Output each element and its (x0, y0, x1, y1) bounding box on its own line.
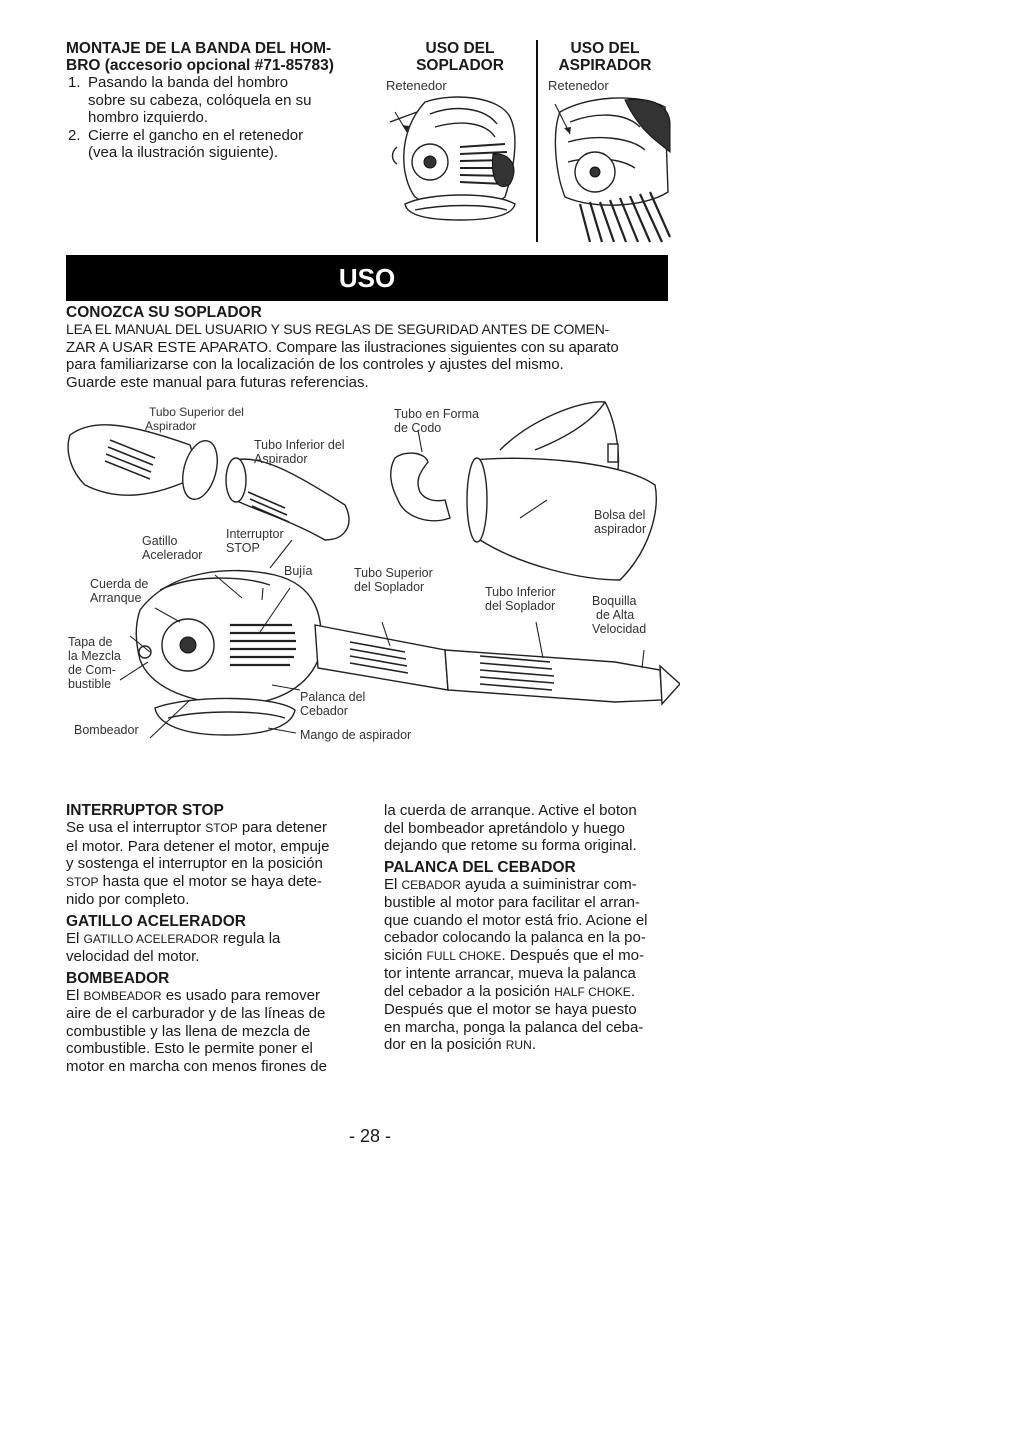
harness-title-line2: BRO (accesorio opcional #71-85783) (66, 57, 334, 74)
primer-cont-2: del bombeador apretándolo y huego (384, 819, 626, 837)
know-line-1: LEA EL MANUAL DEL USUARIO Y SUS REGLAS DE SEGURIDAD ANTES DE COMEN- (66, 321, 610, 337)
label-elbow-tube: Tubo en Forma de Codo (394, 407, 479, 435)
primer-text-4: combustible. Esto le permite poner el (66, 1040, 313, 1057)
stop-text-1: Se usa el interruptor STOP para detener (66, 819, 327, 836)
blower-retainer-illustration (385, 92, 535, 242)
blower-use-heading (385, 40, 535, 74)
uso-banner: USO (66, 255, 668, 301)
choke-text-1: El CEBADOR ayuda a suiministrar com- (384, 875, 637, 893)
choke-text-7: del cebador a la posición HALF CHOKE. (384, 982, 635, 1000)
label-vacuum-handle: Mango de aspirador (300, 728, 412, 742)
know-line-4: Guarde este manual para futuras referencias. (66, 373, 369, 391)
primer-title: BOMBEADOR (66, 969, 170, 987)
primer-text-3: combustible y las llena de mezcla de (66, 1022, 311, 1040)
vacuum-use-heading (540, 40, 670, 74)
throttle-text-2: velocidad del motor. (66, 948, 200, 965)
elbow-tube (391, 453, 450, 521)
choke-text-8: Después que el motor se haya puesto (384, 1001, 637, 1018)
blower-body (136, 571, 321, 735)
blower-use-title-line1: USO DEL (425, 40, 495, 57)
stop-text-4: STOP hasta que el motor se haya dete- (66, 872, 322, 890)
blower-lower-tube (445, 650, 662, 702)
primer-text-2: aire de el carburador y de las líneas de (66, 1005, 326, 1022)
choke-text-4: cebador colocando la palanca en la po- (384, 929, 646, 946)
choke-text-5: sición FULL CHOKE. Después que el mo- (384, 946, 645, 964)
vacuum-bag (467, 402, 656, 580)
blower-upper-tube (315, 625, 448, 690)
label-blower-lower-tube: Tubo Inferior del Soplador (485, 585, 556, 613)
throttle-title: GATILLO ACELERADOR (66, 912, 246, 930)
label-vacuum-lower-tube: Tubo Inferior del Aspirador (254, 438, 345, 466)
harness-steps (66, 74, 366, 162)
harness-step (66, 74, 366, 127)
label-vacuum-bag: Bolsa del aspirador (594, 508, 647, 536)
harness-title-line1: MONTAJE DE LA BANDA DEL HOM- (66, 40, 332, 57)
primer-cont-3: dejando que retome su forma original. (384, 837, 637, 854)
stop-text-2: el motor. Para detener el motor, empuje (66, 837, 330, 855)
label-starter-rope: Cuerda de Arranque (90, 577, 149, 605)
column-divider (536, 40, 538, 242)
choke-title: PALANCA DEL CEBADOR (384, 858, 576, 876)
high-velocity-nozzle (660, 666, 680, 704)
vacuum-retainer-label: Retenedor (548, 78, 609, 93)
label-vacuum-upper-tube: Tubo Superior del Aspirador (145, 405, 244, 433)
vacuum-upper-tube (68, 425, 223, 503)
stop-text-5: nido por completo. (66, 891, 190, 908)
primer-cont-1: la cuerda de arranque. Active el boton (384, 802, 637, 819)
harness-section (66, 40, 366, 162)
label-nozzle: Boquilla de Alta Velocidad (592, 594, 647, 636)
blower-retainer-label: Retenedor (386, 78, 447, 93)
choke-text-9: en marcha, ponga la palanca del ceba- (384, 1018, 644, 1036)
left-column (66, 802, 366, 1075)
vacuum-use-title-line1: USO DEL (570, 40, 640, 57)
step-text-line: (vea la ilustración siguiente). (88, 144, 279, 161)
know-line-3: para familiarizarse con la localización de los controles y ajustes del mismo. (66, 356, 564, 373)
label-spark-plug: Bujía (284, 564, 313, 578)
label-choke-lever: Palanca del Cebador (300, 690, 366, 718)
step-number: 1. (68, 74, 81, 91)
know-section (66, 304, 676, 391)
step-text-line: Cierre el gancho en el retenedor (88, 126, 304, 144)
stop-text-3: y sostenga el interruptor en la posición (66, 855, 323, 872)
right-column (384, 802, 684, 1055)
step-text-line: Pasando la banda del hombro (88, 74, 289, 91)
choke-text-2: bustible al motor para facilitar el arran- (384, 894, 640, 911)
label-blower-upper-tube: Tubo Superior del Soplador (354, 566, 433, 594)
stop-switch-title: INTERRUPTOR STOP (66, 802, 224, 819)
label-fuel-cap: Tapa de la Mezcla de Com- bustible (68, 635, 121, 691)
know-title: CONOZCA SU SOPLADOR (66, 304, 262, 321)
harness-step (66, 127, 366, 162)
page-number: - 28 - (348, 1126, 391, 1146)
step-number: 2. (68, 126, 81, 144)
primer-text-1: El BOMBEADOR es usado para remover (66, 986, 320, 1004)
label-throttle-trigger: Gatillo Acelerador (142, 534, 203, 562)
primer-text-5: motor en marcha con menos firones de (66, 1057, 327, 1075)
know-line-2: ZAR A USAR ESTE APARATO. Compare las ilustraciones siguientes con su aparato (66, 338, 619, 356)
vacuum-use-title-line2: ASPIRADOR (558, 57, 652, 74)
label-stop-switch: Interruptor STOP (226, 527, 284, 555)
step-text-line: sobre su cabeza, colóquela en su (88, 91, 312, 109)
choke-text-10: dor en la posición RUN. (384, 1036, 536, 1053)
throttle-text-1: El GATILLO ACELERADOR regula la (66, 929, 281, 947)
choke-text-3: que cuando el motor está frio. Acione el (384, 911, 648, 929)
blower-use-title-line2: SOPLADOR (416, 57, 504, 74)
vacuum-retainer-illustration (540, 92, 672, 244)
label-primer-bulb: Bombeador (74, 723, 139, 737)
step-text-line: hombro izquierdo. (88, 109, 209, 126)
choke-text-6: tor intente arrancar, mueva la palanca (384, 965, 636, 982)
